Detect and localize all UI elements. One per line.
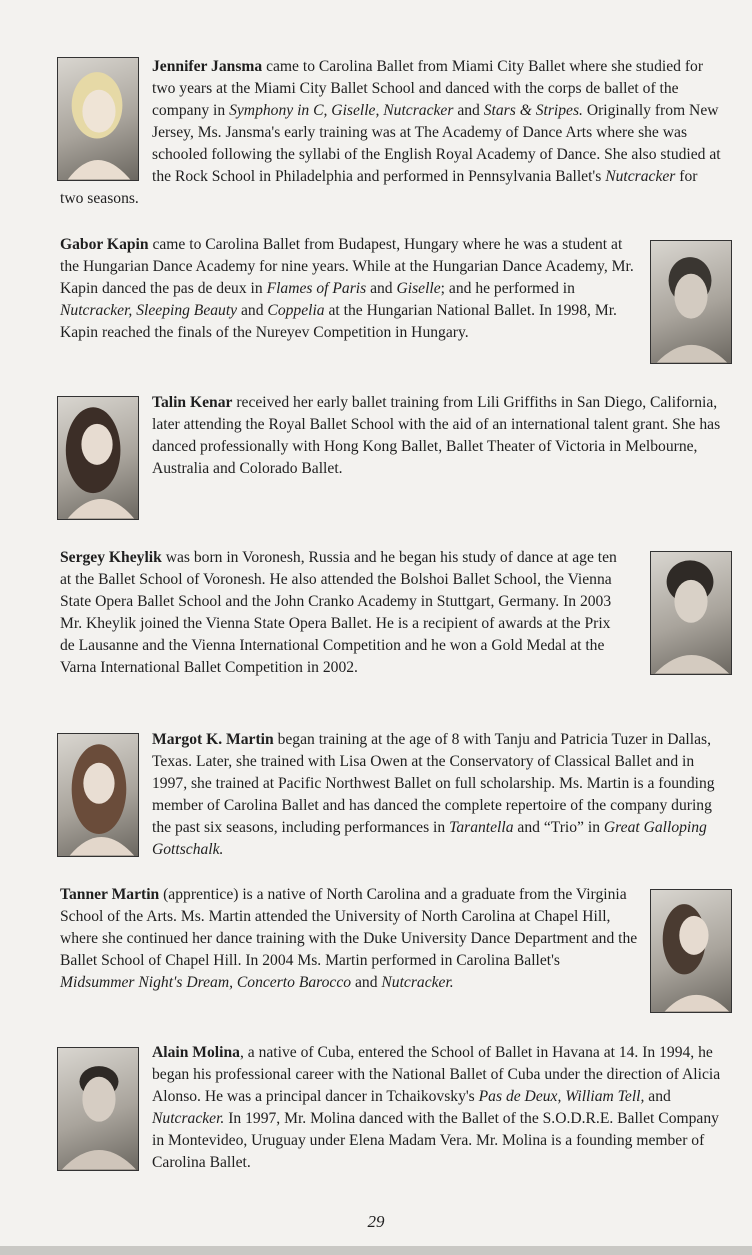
bio-text: and — [351, 974, 382, 991]
bio-jansma — [60, 56, 724, 210]
bio-work-title: Giselle — [396, 280, 441, 297]
bio-work-title: Flames of Paris — [266, 280, 367, 297]
bio-name: Talin Kenar — [152, 394, 233, 411]
bio-work-title: Nutcracker. — [152, 1110, 225, 1127]
portrait-icon — [58, 734, 138, 856]
bio-name: Margot K. Martin — [152, 731, 274, 748]
bio-text: came to Carolina Ballet from Miami City Ballet where she studied for two years at the Miami City Ballet School and danced with the corps de ballet of the company in — [152, 58, 704, 119]
portrait-icon — [651, 552, 731, 674]
bio-name: Alain Molina — [152, 1044, 240, 1061]
bio-text: In 1997, Mr. Molina danced with the Ballet of the S.O.D.R.E. Ballet Company in Montevideo, Uruguay under Elena Madam Vera. Mr. Molina is a founding member of Carolina Ballet. — [152, 1110, 719, 1171]
page-number: 29 — [367, 1212, 385, 1231]
bio-text: and — [366, 280, 397, 297]
bio-text: came to Carolina Ballet from Budapest, Hungary where he was a student at the Hungarian Dance Academy for nine years. While at the Hungarian Dance Academy, Mr. Kapin danced the pas de deux in — [60, 236, 634, 297]
bio-tanner-martin — [60, 884, 638, 994]
bio-name: Tanner Martin — [60, 886, 160, 903]
bio-text: at the Hungarian National Ballet. In 1998, Mr. Kapin reached the finals of the Nureyev Competition in Hungary. — [60, 302, 617, 341]
bio-molina — [152, 1042, 732, 1174]
bio-text: and “Trio” in — [513, 819, 604, 836]
bio-work-title: Coppelia — [267, 302, 325, 319]
bio-work-title: Tarantella — [449, 819, 514, 836]
bio-text: began training at the age of 8 with Tanju and Patricia Tuzer in Dallas, Texas. Later, she trained with Lisa Owen at the Conservatory of Classical Ballet and in 1997, she trained at Pacific Northwest Ballet on full scholarship. Ms. Martin is a founding member of Carolina Ballet and has danced the complete repertoire of the company during the past six seasons, including performances in — [152, 731, 715, 836]
bio-text: and — [237, 302, 268, 319]
bio-text: received her early ballet training from Lili Griffiths in San Diego, California, later attending the Royal Ballet School with the aid of an international talent grant. She has danced professionally with Hong Kong Ballet, Ballet Theater of Victoria in Melbourne, Australia and Colorado Ballet. — [152, 394, 721, 477]
bio-text: and — [453, 102, 484, 119]
portrait-photo-kenar — [57, 396, 139, 520]
bio-kapin — [60, 234, 638, 344]
bio-name: Gabor Kapin — [60, 236, 149, 253]
bio-text: was born in Voronesh, Russia and he began his study of dance at age ten at the Ballet School of Voronesh. He also attended the Bolshoi Ballet School, the Vienna State Opera Ballet School and the John Cranko Academy in Stuttgart, Germany. In 2003 Mr. Kheylik joined the Vienna State Opera Ballet. He is a recipient of awards at the Prix de Lausanne and the Vienna International Competition and he won a Gold Medal at the Varna International Ballet Competition in 2002. — [60, 549, 617, 676]
bio-work-title: Midsummer Night's Dream, Concerto Barocco — [60, 974, 352, 991]
portrait-icon — [651, 890, 731, 1012]
portrait-icon — [58, 397, 138, 519]
bio-text: Originally from New Jersey, Ms. Jansma's early training was at The Academy of Dance Arts where she was schooled following the syllabi of the English Royal Academy of Dance. She also studied at the Rock School in Philadelphia and performed in Pennsylvania Ballet's — [152, 102, 721, 185]
bio-work-title: Stars & Stripes. — [483, 102, 583, 119]
bio-name: Jennifer Jansma — [152, 58, 263, 75]
bio-text: ; and he performed in — [440, 280, 575, 297]
bio-work-title: Nutcracker, Sleeping Beauty — [60, 302, 238, 319]
bio-work-title: Symphony in C, Giselle, Nutcracker — [229, 102, 454, 119]
portrait-icon — [651, 241, 731, 363]
portrait-photo-kapin — [650, 240, 732, 364]
bio-kheylik — [60, 547, 620, 679]
bio-work-title: Nutcracker. — [381, 974, 454, 991]
portrait-photo-margot-martin — [57, 733, 139, 857]
bio-margot-martin — [152, 729, 732, 861]
bio-work-title: Great Galloping Gottschalk. — [152, 819, 707, 858]
bio-work-title: Nutcracker — [605, 168, 676, 185]
portrait-icon — [58, 1048, 138, 1170]
photo-spacer — [60, 56, 152, 188]
bio-text: (apprentice) is a native of North Carolina and a graduate from the Virginia School of the Arts. Ms. Martin attended the University of North Carolina at Chapel Hill, where she continued her dance training with the Duke University Dance Department and the Ballet School of Chapel Hill. In 2004 Ms. Martin performed in Carolina Ballet's — [60, 886, 638, 969]
bio-text: , a native of Cuba, entered the School of Ballet in Havana at 14. In 1994, he began his professional career with the National Ballet of Cuba under the direction of Alicia Alonso. He was a principal dancer in Tchaikovsky's — [152, 1044, 721, 1105]
bio-text: for two seasons. — [60, 168, 698, 207]
bio-name: Sergey Kheylik — [60, 549, 162, 566]
portrait-photo-kheylik — [650, 551, 732, 675]
page-edge — [0, 1246, 752, 1255]
portrait-photo-molina — [57, 1047, 139, 1171]
portrait-photo-tanner-martin — [650, 889, 732, 1013]
bio-text: and — [644, 1088, 671, 1105]
bio-kenar — [152, 392, 724, 480]
bio-work-title: Pas de Deux, William Tell, — [478, 1088, 645, 1105]
